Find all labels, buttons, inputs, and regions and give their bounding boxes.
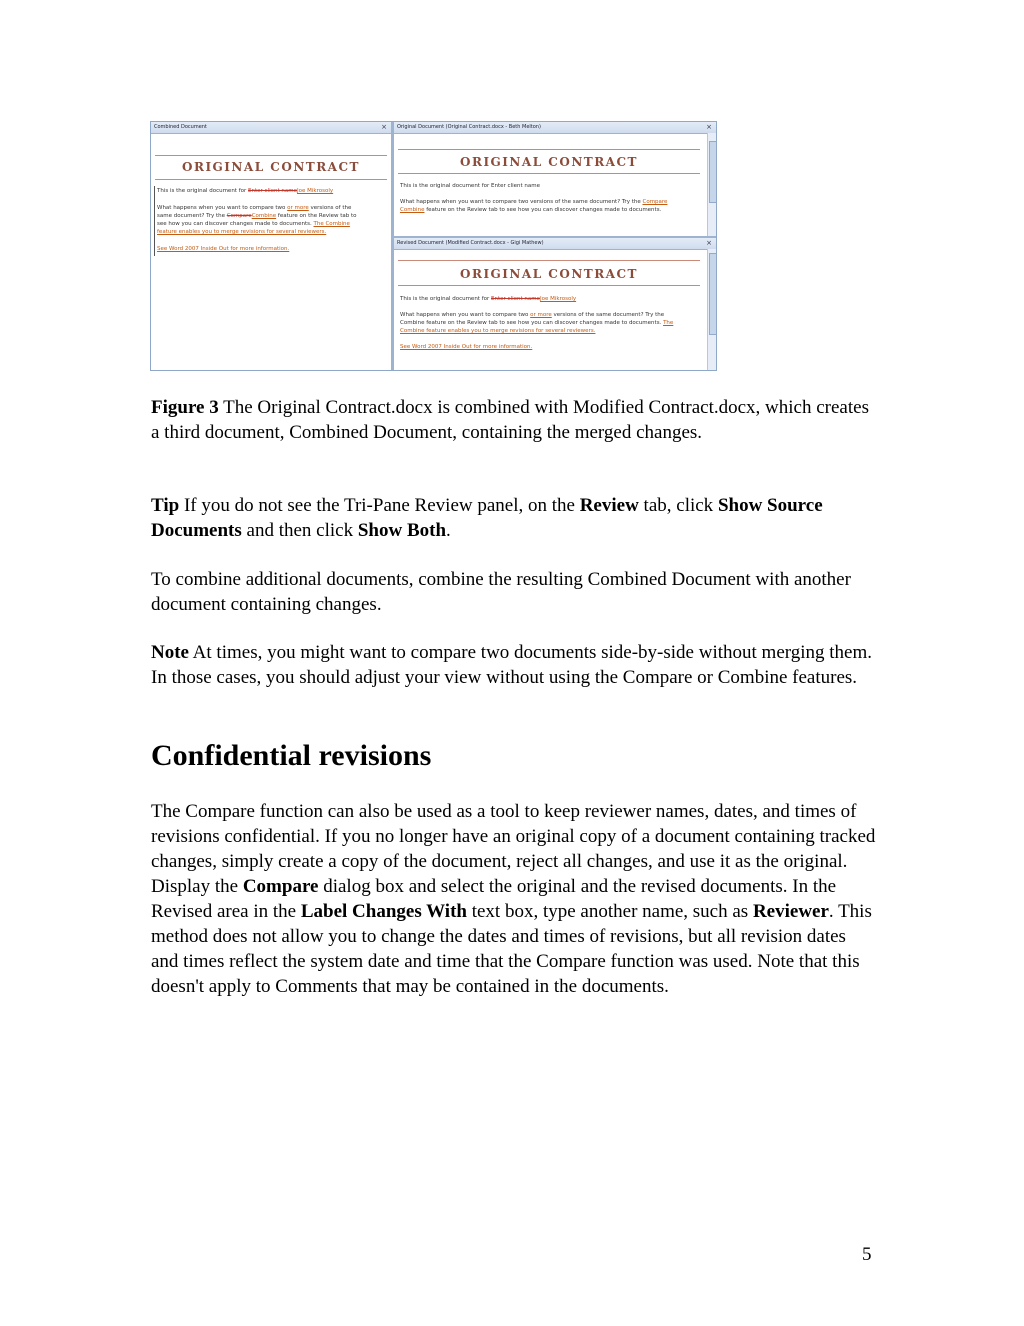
body-bold: Label Changes With [300,901,467,922]
note-text: At times, you might want to compare two documents side-by-side without merging them. In those cases, you should adjust your view without using the Compare or Combine features. [151,642,873,688]
revised-document-pane [394,238,716,370]
doc-line: Combine feature enables you to merge revisions for several reviewers. [400,328,596,334]
body-bold: Reviewer [752,901,829,922]
doc-line: same document? Try the CompareCombine feature on the Review tab to [157,213,357,219]
figure-screenshot [150,121,717,371]
doc-line: See Word 2007 Inside Out for more information. [400,344,533,350]
figure-caption [151,395,876,445]
note-label: Note [151,642,189,663]
doc-line: What happens when you want to compare two versions of the same document? Try the Compare [400,199,668,205]
tip-text: tab, click [638,495,718,516]
tip-bold: Show Source Documents [151,495,823,541]
combine-paragraph: To combine additional documents, combine the resulting Combined Document with another document containing changes. [151,569,851,615]
scroll-thumb[interactable] [709,253,716,335]
change-bar [154,186,155,256]
original-doc-title: ORIGINAL CONTRACT [460,155,638,169]
close-icon[interactable]: × [706,239,712,247]
close-icon[interactable]: × [706,123,712,131]
scrollbar[interactable] [707,133,716,236]
note-paragraph [151,640,876,690]
tip-text: and then click [241,520,358,541]
title-rule [398,285,700,286]
doc-line: Combine feature on the Review tab to see how you can discover changes made to documents. The [400,320,674,326]
revised-pane-title: Revised Document (Modified Contract.docx - Gigi Mathew) [397,240,544,246]
caption-label: Figure 3 [151,397,219,418]
tip-paragraph [151,493,876,543]
doc-line: Combine feature on the Review tab to see how you can discover changes made to documents. [400,207,662,213]
title-rule [398,260,700,261]
title-rule [398,173,700,174]
page-number: 5 [862,1244,872,1265]
tip-bold: Review [579,495,639,516]
doc-line: This is the original document for Enter client nameJoe Mikrosoly [400,296,577,302]
close-icon[interactable]: × [381,123,387,131]
body-text: . This method does not allow you to change the dates and times of revisions, but all revision dates and times reflect the system date and time that the Compare function was used. Note that this doesn't apply to Comments that may be contained in the documents. [151,901,872,997]
body-paragraph [151,799,876,999]
title-rule [155,179,387,180]
revised-pane-header [394,238,716,250]
body-bold: Compare [242,876,319,897]
scrollbar[interactable] [707,249,716,370]
body-text: text box, type another name, such as [466,901,753,922]
original-pane-header [394,122,716,134]
doc-line: feature enables you to merge revisions for several reviewers. [157,229,327,235]
combined-document-pane [151,122,391,370]
original-pane-title: Original Document (Original Contract.docx - Beth Melton) [397,124,541,130]
body-text: dialog box and select the original and the revised documents. In the Revised area in the [151,876,837,922]
combined-pane-title: Combined Document [154,124,207,130]
doc-line: This is the original document for Enter client name [400,183,540,189]
doc-line: See Word 2007 Inside Out for more information. [157,246,290,252]
combined-doc-title: ORIGINAL CONTRACT [182,160,360,174]
body-text: The Compare function can also be used as a tool to keep reviewer names, dates, and times of revisions confidential. If you no longer have an original copy of a document containing tracked changes, simply create a copy of the document, reject all changes, and use it as the original. Display the [151,801,876,897]
combined-pane-header [151,122,391,134]
tip-text: . [446,520,451,541]
original-document-pane [394,122,716,236]
title-rule [155,155,387,156]
section-heading: Confidential revisions [151,739,432,772]
title-rule [398,149,700,150]
tip-text: If you do not see the Tri-Pane Review panel, on the [179,495,580,516]
doc-line: This is the original document for Enter client nameJoe Mikrosoly [157,188,334,194]
doc-line: What happens when you want to compare two or more versions of the same document? Try the [400,312,665,318]
tip-bold: Show Both [357,520,447,541]
revised-doc-title: ORIGINAL CONTRACT [460,267,638,281]
doc-line: see how you can discover changes made to documents. The Combine [157,221,350,227]
doc-line: What happens when you want to compare two or more versions of the [157,205,352,211]
tip-label: Tip [151,495,180,516]
caption-text: The Original Contract.docx is combined with Modified Contract.docx, which creates a third document, Combined Document, containing the merged changes. [151,397,869,443]
scroll-thumb[interactable] [709,141,716,203]
